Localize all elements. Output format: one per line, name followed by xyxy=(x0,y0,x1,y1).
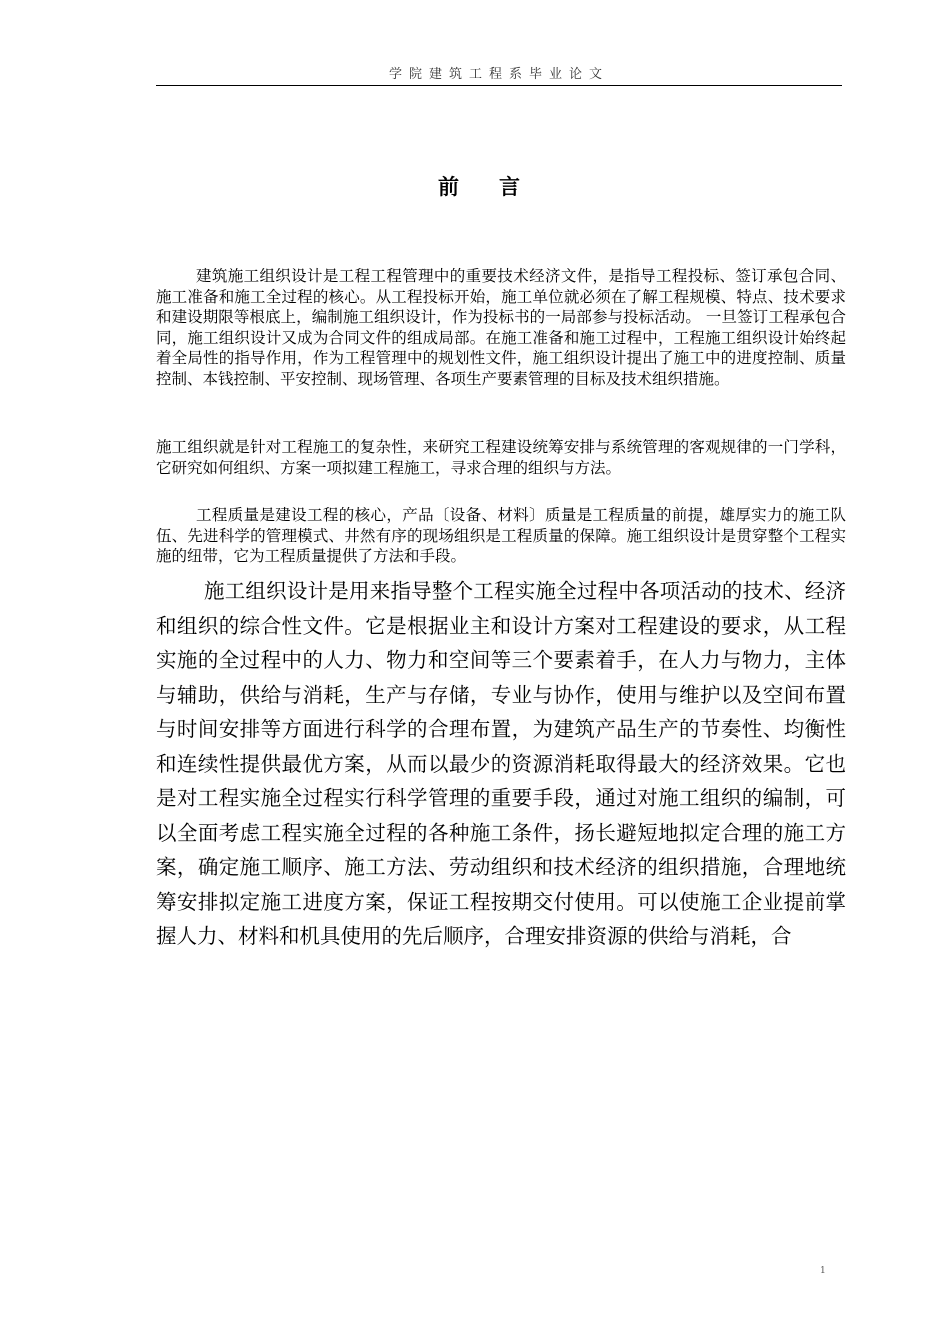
paragraph-4 xyxy=(156,574,846,954)
paragraph-text: 施工组织设计是用来指导整个工程实施全过程中各项活动的技术、经济和组织的综合性文件。它是根据业主和设计方案对工程建设的要求，从工程实施的全过程中的人力、物力和空间等三个要素着手，在人力与物力，主体与辅助，供给与消耗，生产与存储，专业与协作，使用与维护以及空间布置与时间安排等方面进行科学的合理布置，为建筑产品生产的节奏性、均衡性和连续性提供最优方案，从而以最少的资源消耗取得最大的经济效果。它也是对工程实施全过程实行科学管理的重要手段，通过对施工组织的编制，可以全面考虑工程实施全过程的各种施工条件，扬长避短地拟定合理的施工方案，确定施工顺序、施工方法、劳动组织和技术经济的组织措施，合理地统筹安排拟定施工进度方案，保证工程按期交付使用。可以使施工企业提前掌握人力、材料和机具使用的先后顺序，合理安排资源的供给与消耗，合 xyxy=(156,579,846,948)
paragraph-text: 工程质量是建设工程的核心，产品〔设备、材料〕质量是工程质量的前提，雄厚实力的施工队伍、先进科学的管理模式、井然有序的现场组织是工程质量的保障。施工组织设计是贯穿整个工程实施的纽带，它为工程质量提供了方法和手段。 xyxy=(156,506,846,566)
header-rule xyxy=(156,85,842,86)
paragraph-3 xyxy=(156,505,846,567)
paragraph-text: 建筑施工组织设计是工程工程管理中的重要技术经济文件，是指导工程投标、签订承包合同、施工准备和施工全过程的核心。从工程投标开始，施工单位就必须在了解工程规模、特点、技术要求和建设期限等根底上，编制施工组织设计，作为投标书的一局部参与投标活动。 一旦签订工程承包合同，施工组织设计又成为合同文件的组成局部。在施工准备和施工过程中，工程施工组织设计始终起着全局性的指导作用，作为工程管理中的规划性文件，施工组织设计提出了施工中的进度控制、质量控制、本钱控制、平安控制、现场管理、各项生产要素管理的目标及技术组织措施。 xyxy=(156,267,846,388)
paragraph-1 xyxy=(156,266,846,390)
page-title: 前言 xyxy=(438,175,560,199)
paragraph-text: 施工组织就是针对工程施工的复杂性，来研究工程建设统筹安排与系统管理的客观规律的一门学科，它研究如何组织、方案一项拟建工程施工，寻求合理的组织与方法。 xyxy=(156,438,846,477)
paragraph-2 xyxy=(156,437,846,478)
page-number: 1 xyxy=(820,1266,826,1276)
running-header: 学院建筑工程系毕业论文 xyxy=(388,67,609,82)
